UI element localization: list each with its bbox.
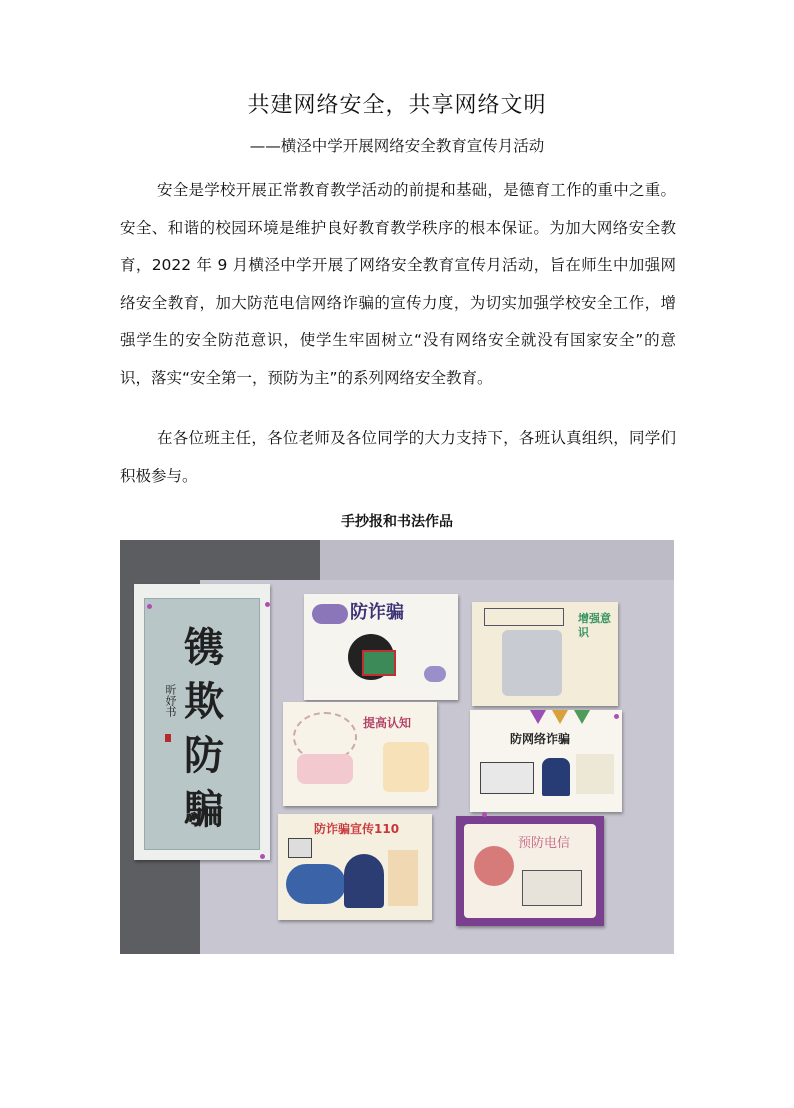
poster-network-fraud bbox=[470, 710, 622, 812]
calligraphy-scroll bbox=[134, 584, 270, 860]
pin bbox=[260, 854, 265, 859]
page-subtitle: ——横泾中学开展网络安全教育宣传月活动 bbox=[249, 137, 545, 155]
pin bbox=[265, 602, 270, 607]
artwork-photo bbox=[120, 540, 674, 954]
poster-awareness bbox=[472, 602, 618, 706]
seal-stamp bbox=[165, 734, 171, 742]
pin bbox=[482, 812, 487, 817]
page-title: 共建网络安全，共享网络文明 bbox=[247, 93, 547, 118]
calligraphy-char-1: 镌 bbox=[184, 624, 224, 671]
calligraphy-char-2: 欺 bbox=[184, 678, 224, 725]
calligraphy-char-3: 防 bbox=[184, 732, 224, 779]
board-top bbox=[320, 540, 674, 580]
poster-telecom bbox=[456, 816, 604, 926]
photo-caption: 手抄报和书法作品 bbox=[341, 514, 453, 530]
calligraphy-char-4: 騙 bbox=[184, 786, 224, 833]
poster-4-title: 防网络诈骗 bbox=[510, 732, 571, 746]
pin bbox=[614, 714, 619, 719]
poster-110 bbox=[278, 814, 432, 920]
calligraphy-signature: 昕妤书 bbox=[164, 684, 177, 717]
poster-5-title: 防诈骗宣传110 bbox=[314, 822, 400, 836]
poster-2-title: 增强意识 bbox=[578, 612, 611, 639]
pin bbox=[147, 604, 152, 609]
poster-6-title: 预防电信 bbox=[518, 836, 571, 851]
poster-1-title: 防诈骗 bbox=[350, 602, 404, 623]
poster-cognition bbox=[283, 702, 437, 806]
body-paragraph-2: 在各位班主任，各位老师及各位同学的大力支持下，各班认真组织，同学们积极参与。 bbox=[120, 429, 676, 485]
poster-anti-fraud bbox=[304, 594, 458, 700]
body-paragraph-1: 安全是学校开展正常教育教学活动的前提和基础，是德育工作的重中之重。安全、和谐的校园环境是维护良好教育教学秩序的根本保证。为加大网络安全教育，2022 年 9 月横泾中学开展了网络安全教育宣传月活动，旨在师生中加强网络安全教育，加大防范电信网络诈骗的宣传力度，为切实加强学校安全工作，增强学生的安全防范意识，使学生牢固树立“没有网络安全就没有国家安全”的意识，落实“安全第一，预防为主”的系列网络安全教育。 bbox=[120, 181, 676, 387]
poster-3-title: 提高认知 bbox=[363, 716, 412, 730]
